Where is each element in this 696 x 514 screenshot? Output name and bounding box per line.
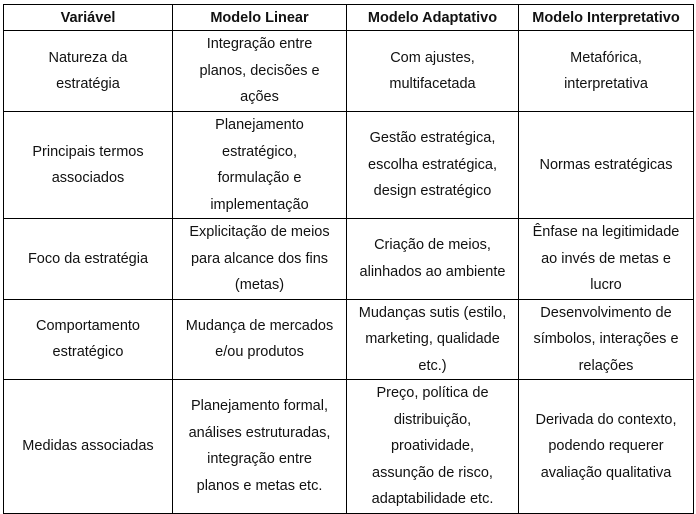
cell-interpretive	[519, 299, 694, 380]
header-modelo-interpretativo: Modelo Interpretativo	[519, 5, 694, 31]
cell-variable	[4, 31, 173, 112]
table-row	[4, 112, 694, 219]
cell-line: assunção de risco,	[372, 464, 493, 481]
cell-adaptive	[347, 299, 519, 380]
cell-line: Derivada do contexto,	[535, 411, 677, 428]
cell-line: Ênfase na legitimidade	[532, 224, 680, 240]
cell-line: Normas estratégicas	[539, 156, 673, 173]
cell-line: alinhados ao ambiente	[359, 263, 506, 280]
cell-linear	[173, 31, 347, 112]
cell-line: escolha estratégica,	[368, 156, 497, 173]
cell-variable	[4, 112, 173, 219]
cell-line: multifacetada	[389, 76, 476, 92]
table-row	[4, 31, 694, 112]
cell-interpretive	[519, 112, 694, 219]
cell-line: marketing, qualidade	[365, 331, 500, 347]
cell-interpretive	[519, 219, 694, 300]
cell-adaptive	[347, 380, 519, 514]
cell-line: proatividade,	[390, 438, 475, 454]
cell-linear	[173, 299, 347, 380]
cell-line: Desenvolvimento de	[540, 304, 672, 321]
cell-line: planos e metas etc.	[196, 477, 323, 494]
cell-line: Principais termos	[32, 143, 144, 160]
header-modelo-adaptativo: Modelo Adaptativo	[347, 5, 519, 31]
cell-line: Preço, política de	[376, 385, 489, 401]
cell-line: (metas)	[234, 277, 285, 293]
cell-line: distribuição,	[393, 411, 472, 428]
cell-line: para alcance dos fins	[190, 250, 329, 267]
cell-interpretive	[519, 380, 694, 514]
cell-linear	[173, 219, 347, 300]
cell-line: Gestão estratégica,	[369, 130, 496, 147]
cell-line: ações	[240, 89, 279, 106]
cell-line: análises estruturadas,	[188, 424, 331, 441]
cell-line: ao invés de metas e	[541, 250, 671, 267]
cell-line: relações	[578, 357, 634, 374]
cell-line: Mudanças sutis (estilo,	[358, 304, 507, 321]
cell-line: formulação e	[217, 170, 302, 186]
cell-line: adaptabilidade etc.	[371, 491, 494, 507]
cell-line: Comportamento	[36, 317, 140, 334]
header-variavel: Variável	[4, 5, 173, 31]
cell-line: planos, decisões e	[199, 62, 320, 79]
cell-linear	[173, 380, 347, 514]
cell-adaptive	[347, 112, 519, 219]
cell-line: Criação de meios,	[374, 237, 491, 254]
cell-line: Foco da estratégia	[27, 250, 149, 267]
cell-line: símbolos, interações e	[533, 331, 679, 347]
cell-line: estratégia	[56, 76, 120, 92]
cell-variable	[4, 299, 173, 380]
cell-line: design estratégico	[373, 183, 492, 200]
cell-line: Medidas associadas	[22, 438, 154, 454]
cell-interpretive	[519, 31, 694, 112]
cell-line: interpretativa	[564, 76, 648, 92]
cell-line: podendo requerer	[548, 438, 664, 454]
comparison-table	[3, 4, 694, 514]
cell-line: estratégico,	[222, 143, 297, 160]
cell-line: etc.)	[418, 357, 447, 374]
cell-line: Mudança de mercados	[185, 317, 334, 334]
cell-line: implementação	[210, 196, 309, 213]
header-row	[4, 5, 694, 31]
cell-line: Explicitação de meios	[189, 224, 330, 240]
cell-variable	[4, 380, 173, 514]
cell-line: Integração entre	[206, 36, 313, 53]
table-row	[4, 299, 694, 380]
cell-line: lucro	[590, 277, 622, 293]
cell-line: associados	[51, 170, 125, 186]
cell-line: Planejamento formal,	[190, 398, 328, 415]
cell-variable	[4, 219, 173, 300]
cell-line: estratégico	[52, 344, 124, 361]
cell-adaptive	[347, 219, 519, 300]
cell-line: Com ajustes,	[390, 49, 475, 66]
cell-line: Metafórica,	[570, 49, 642, 66]
table-row	[4, 380, 694, 514]
cell-linear	[173, 112, 347, 219]
cell-line: Planejamento	[215, 117, 304, 133]
cell-adaptive	[347, 31, 519, 112]
cell-line: Natureza da	[48, 49, 128, 66]
table-row	[4, 219, 694, 300]
header-modelo-linear: Modelo Linear	[173, 5, 347, 31]
cell-line: avaliação qualitativa	[540, 464, 672, 481]
cell-line: integração entre	[207, 451, 312, 468]
cell-line: e/ou produtos	[215, 344, 304, 361]
